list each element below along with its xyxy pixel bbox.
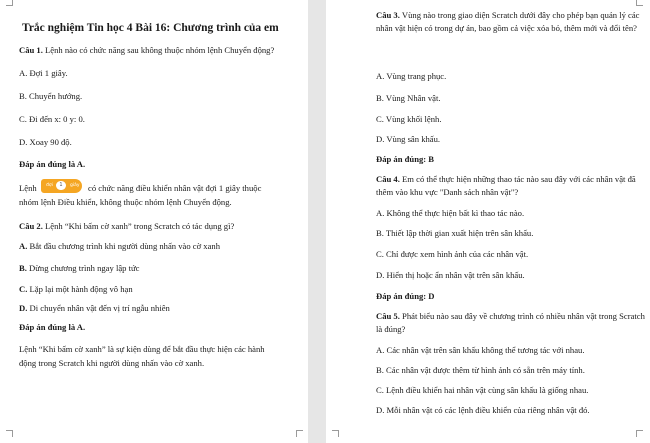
crop-mark [332,430,339,437]
question-1 [19,44,274,57]
explanation-text: nhóm lệnh Điều khiển, không thuộc nhóm lệnh Chuyển động. [19,197,232,207]
option-b: B. Chuyển hướng. [19,91,83,101]
option-b: B. Các nhân vật được thêm từ hình ảnh có sẵn trên máy tính. [376,365,585,375]
crop-mark [296,430,303,437]
question-4 [376,173,646,199]
option-c: C. Vùng khối lệnh. [376,114,442,124]
question-label: Câu 3. [376,10,400,20]
option-d: D. Vùng sân khấu. [376,134,441,144]
block-label-left: đợi [46,183,53,188]
option-d: D. Mỗi nhân vật có các lệnh điều khiển của riêng nhân vật đó. [376,405,590,415]
question-3 [376,9,646,35]
question-text: Lệnh nào có chức năng sau không thuộc nhóm lệnh Chuyển động? [45,45,275,55]
crop-mark [636,0,643,6]
answer: Đáp án đúng: D [376,291,435,301]
option-a: A. Không thể thực hiện bất kì thao tác nào. [376,208,525,218]
question-text: Vùng nào trong giao diện Scratch dưới đây cho phép bạn quản lý các nhân vật hiện có trong dự án, bao gồm cả việc xóa bỏ, thêm mới và đổi tên? [376,10,640,33]
crop-mark [6,430,13,437]
crop-mark [6,0,13,6]
option-a: A. Các nhân vật trên sân khấu không thể tương tác với nhau. [376,345,585,355]
question-label: Câu 1. [19,45,43,55]
answer: Đáp án đúng là A. [19,322,86,332]
option-a: A. Bắt đầu chương trình khi người dùng nhấn vào cờ xanh [19,241,221,251]
question-text: Phát biểu nào sau đây về chương trình có nhiều nhân vật trong Scratch là đúng? [376,311,645,334]
option-b: B. Thiết lập thời gian xuất hiện trên sân khấu. [376,228,534,238]
answer: Đáp án đúng: B [376,154,435,164]
answer: Đáp án đúng là A. [19,159,86,169]
question-2 [19,220,234,233]
block-label-right: giây [70,183,80,188]
option-c: C. Lệnh điều khiển hai nhân vật cùng sân khấu là giống nhau. [376,385,589,395]
explanation-prefix: Lệnh [19,183,37,193]
explanation-text: có chức năng điều khiển nhân vật đợi 1 giây thuộc [88,183,262,193]
option-a: A. Đợi 1 giây. [19,68,68,78]
question-5 [376,310,646,336]
block-value-oval: 1 [56,181,66,190]
explanation-text: động trong Scratch khi người dùng nhấn vào cờ xanh. [19,358,205,368]
explanation-text: Lệnh “Khi bấm cờ xanh” là sự kiện dùng để bắt đầu thực hiện các hành [19,344,265,354]
option-b: B. Dừng chương trình ngay lập tức [19,263,140,273]
question-label: Câu 2. [19,221,43,231]
document-page-left [0,0,308,443]
question-text: Lệnh “Khi bấm cờ xanh” trong Scratch có tác dụng gì? [45,221,235,231]
question-label: Câu 5. [376,311,400,321]
option-d: D. Di chuyển nhân vật đến vị trí ngẫu nhiên [19,303,170,313]
option-d: D. Hiển thị hoặc ẩn nhân vật trên sân khấu. [376,270,525,280]
option-a: A. Vùng trang phục. [376,71,447,81]
document-page-right [326,0,650,443]
document-title: Trắc nghiệm Tin học 4 Bài 16: Chương trình của em [22,22,279,34]
scratch-wait-block [41,179,82,193]
option-b: B. Vùng Nhân vật. [376,93,441,103]
option-c: C. Chỉ được xem hình ảnh của các nhân vật. [376,249,529,259]
option-c: C. Lặp lại một hành động vô hạn [19,284,133,294]
crop-mark [636,430,643,437]
question-text: Em có thể thực hiện những thao tác nào sau đây với các nhân vật đã thêm vào khu vực "Danh sách nhân vật"? [376,174,636,197]
question-label: Câu 4. [376,174,400,184]
option-d: D. Xoay 90 độ. [19,137,72,147]
option-c: C. Đi đến x: 0 y: 0. [19,114,85,124]
